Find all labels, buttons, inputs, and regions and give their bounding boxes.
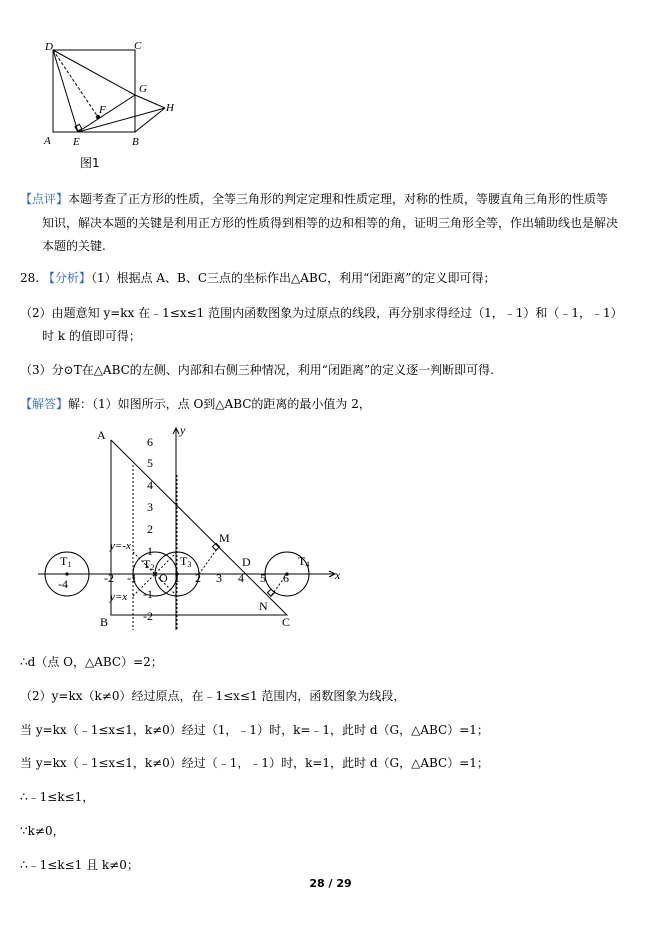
point-d-label: D bbox=[242, 555, 251, 569]
y-tick-5: 5 bbox=[147, 456, 153, 470]
label-f: F bbox=[99, 104, 106, 116]
line-y-neg-x-label: y=-x bbox=[110, 540, 131, 552]
point-a-label: A bbox=[97, 428, 106, 442]
label-h: H bbox=[166, 102, 174, 114]
point-m-label: M bbox=[219, 531, 230, 545]
x-tick-neg1: -1 bbox=[127, 571, 137, 585]
q28-number: 28. bbox=[20, 271, 40, 285]
triangle-abc bbox=[111, 440, 287, 615]
perpendicular-m bbox=[199, 549, 217, 574]
step-line-6: ∵k≠0， bbox=[20, 824, 65, 838]
y-tick-6: 6 bbox=[147, 435, 153, 449]
circle-t4-label: T4 bbox=[298, 554, 310, 569]
circle-t3-label: T3 bbox=[180, 554, 192, 569]
figure-1-diagram bbox=[40, 38, 190, 158]
step-line-5: ∴﹣1≤k≤1， bbox=[20, 790, 95, 804]
y-tick-2: 2 bbox=[147, 522, 153, 536]
step-line-4: 当 y=kx（﹣1≤x≤1，k≠0）经过（﹣1，﹣1）时，k=1，此时 d（G，△ABC）=1； bbox=[20, 756, 489, 770]
analysis-tag: 【分析】 bbox=[42, 271, 91, 285]
x-tick-3: 3 bbox=[216, 571, 222, 585]
center-t1 bbox=[65, 572, 68, 575]
review-line-1 bbox=[20, 191, 608, 207]
y-tick-4: 4 bbox=[147, 478, 153, 492]
label-a: A bbox=[44, 135, 51, 147]
review-text-1: 本题考查了正方形的性质，全等三角形的判定定理和性质定理，对称的性质，等腰直角三角形的性质等 bbox=[68, 192, 609, 206]
q28-solution-line-1 bbox=[20, 396, 371, 412]
circle-t1-label: T1 bbox=[60, 554, 72, 569]
review-tag: 【点评】 bbox=[20, 192, 69, 206]
segment-df-dashed bbox=[53, 50, 98, 117]
x-tick-5: 5 bbox=[260, 571, 266, 585]
x-axis-label: x bbox=[335, 568, 341, 582]
y-axis-label: y bbox=[180, 423, 186, 437]
y-tick-neg2: -2 bbox=[143, 609, 153, 623]
segment-bh bbox=[135, 108, 165, 132]
step-line-1: ∴d（点 O，△ABC）=2； bbox=[20, 655, 163, 669]
q28-analysis-line-1 bbox=[20, 270, 495, 286]
label-c: C bbox=[134, 40, 142, 52]
y-tick-neg1: -1 bbox=[143, 587, 153, 601]
step-line-7: ∴﹣1≤k≤1 且 k≠0； bbox=[20, 858, 139, 872]
right-angle-n bbox=[267, 589, 274, 596]
q28-analysis-line-2: （2）由题意知 y=kx 在﹣1≤x≤1 范围内函数图象为过原点的线段，再分别求得经过（1，﹣1）和（﹣1，﹣1） bbox=[20, 306, 623, 320]
origin-label: O bbox=[159, 571, 168, 585]
x-tick-neg2: -2 bbox=[104, 571, 114, 585]
solution-text-1: 解：（1）如图所示，点 O到△ABC的距离的最小值为 2， bbox=[68, 397, 371, 411]
review-line-2: 知识，解决本题的关键是利用正方形的性质得到相等的边和相等的角，证明三角形全等，作出辅助线也是解决 bbox=[42, 216, 619, 230]
center-t2 bbox=[153, 572, 156, 575]
solution-tag: 【解答】 bbox=[20, 397, 69, 411]
point-n-label: N bbox=[259, 599, 268, 613]
review-line-3: 本题的关键. bbox=[42, 239, 106, 253]
x-tick-neg4: -4 bbox=[58, 577, 68, 591]
step-line-3: 当 y=kx（﹣1≤x≤1，k≠0）经过（1，﹣1）时，k=﹣1，此时 d（G，△ABC）=1； bbox=[20, 723, 489, 737]
label-g: G bbox=[139, 83, 147, 95]
segment-dg bbox=[53, 50, 135, 95]
figure-1-caption: 图1 bbox=[80, 156, 100, 170]
segment-eh bbox=[78, 108, 165, 132]
segment-de bbox=[53, 50, 78, 132]
q28-analysis-line-2b: 时 k 的值即可得； bbox=[42, 329, 141, 343]
x-tick-1: 1 bbox=[174, 571, 180, 585]
page-number: 28 / 29 bbox=[309, 877, 352, 890]
y-tick-1: 1 bbox=[147, 544, 153, 558]
point-c-label: C bbox=[282, 615, 291, 629]
point-b-label: B bbox=[100, 615, 109, 629]
x-tick-2: 2 bbox=[195, 571, 201, 585]
x-tick-4: 4 bbox=[238, 571, 244, 585]
q28-analysis-line-3: （3）分⊙T在△ABC的左侧、内部和右侧三种情况，利用“闭距离”的定义逐一判断即可得. bbox=[20, 363, 494, 377]
step-line-2: （2）y=kx（k≠0）经过原点，在﹣1≤x≤1 范围内，函数图象为线段， bbox=[20, 689, 406, 703]
x-tick-6: 6 bbox=[283, 571, 289, 585]
segment-gh bbox=[135, 95, 165, 108]
label-d: D bbox=[45, 41, 53, 53]
analysis-text-1: （1）根据点 A、B、C三点的坐标作出△ABC，利用“闭距离”的定义即可得； bbox=[90, 271, 496, 285]
line-y-x-label: y=x bbox=[110, 591, 128, 603]
circle-t2-label: T2 bbox=[143, 557, 155, 572]
y-tick-3: 3 bbox=[147, 500, 153, 514]
label-b: B bbox=[132, 136, 139, 148]
label-e: E bbox=[73, 136, 80, 148]
coordinate-graph bbox=[30, 420, 350, 635]
